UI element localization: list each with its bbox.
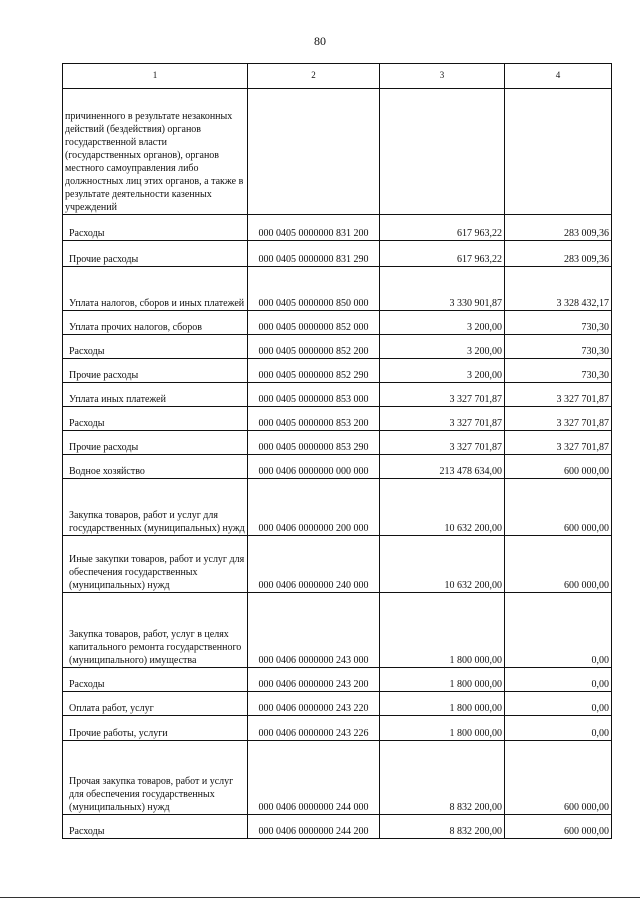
table-row <box>63 383 612 407</box>
row-value-col4-cell: 3 327 701,87 <box>505 383 612 407</box>
row-name-cell: причиненного в результате незаконных действий (бездействия) органов государственной власти (государственных органов), органов местного самоуправления либо должностных лиц этих органов, а также в результате деятельности казенных учреждений <box>63 89 248 215</box>
budget-table <box>62 63 612 839</box>
row-code-cell: 000 0405 0000000 853 200 <box>248 407 380 431</box>
row-name-cell: Закупка товаров, работ, услуг в целях капитального ремонта государственного (муниципального) имущества <box>63 593 248 668</box>
row-code-cell: 000 0405 0000000 852 200 <box>248 335 380 359</box>
table-row <box>63 431 612 455</box>
row-code-cell: 000 0406 0000000 240 000 <box>248 536 380 593</box>
table-row <box>63 89 612 215</box>
table-row <box>63 267 612 311</box>
column-header: 2 <box>248 64 380 89</box>
table-row <box>63 692 612 716</box>
row-value-col4-cell: 3 328 432,17 <box>505 267 612 311</box>
row-value-col4-cell: 3 327 701,87 <box>505 431 612 455</box>
footer-rule <box>0 897 640 898</box>
row-name-cell: Уплата прочих налогов, сборов <box>63 311 248 335</box>
row-value-col4-cell: 0,00 <box>505 716 612 741</box>
row-value-col4-cell: 600 000,00 <box>505 536 612 593</box>
row-code-cell: 000 0405 0000000 852 290 <box>248 359 380 383</box>
column-header: 4 <box>505 64 612 89</box>
row-value-col4-cell: 730,30 <box>505 311 612 335</box>
table-row <box>63 215 612 241</box>
table-row <box>63 455 612 479</box>
row-name-cell: Прочие расходы <box>63 359 248 383</box>
row-value-col3-cell <box>380 89 505 215</box>
row-code-cell: 000 0406 0000000 243 220 <box>248 692 380 716</box>
table-row <box>63 536 612 593</box>
row-value-col4-cell: 3 327 701,87 <box>505 407 612 431</box>
row-name-cell: Водное хозяйство <box>63 455 248 479</box>
table-row <box>63 241 612 267</box>
row-code-cell: 000 0406 0000000 200 000 <box>248 479 380 536</box>
row-name-cell: Закупка товаров, работ и услуг для государственных (муниципальных) нужд <box>63 479 248 536</box>
row-name-cell: Прочие расходы <box>63 431 248 455</box>
row-value-col3-cell: 3 200,00 <box>380 359 505 383</box>
row-name-cell: Оплата работ, услуг <box>63 692 248 716</box>
row-name-cell: Расходы <box>63 815 248 839</box>
table-row <box>63 479 612 536</box>
row-value-col3-cell: 8 832 200,00 <box>380 741 505 815</box>
row-code-cell: 000 0406 0000000 000 000 <box>248 455 380 479</box>
column-header: 1 <box>63 64 248 89</box>
row-code-cell: 000 0405 0000000 831 200 <box>248 215 380 241</box>
table-header-row <box>63 64 612 89</box>
row-value-col4-cell: 0,00 <box>505 692 612 716</box>
table-row <box>63 741 612 815</box>
row-value-col4-cell: 283 009,36 <box>505 241 612 267</box>
row-name-cell: Иные закупки товаров, работ и услуг для обеспечения государственных (муниципальных) нужд <box>63 536 248 593</box>
row-value-col4-cell <box>505 89 612 215</box>
row-value-col3-cell: 1 800 000,00 <box>380 668 505 692</box>
row-code-cell <box>248 89 380 215</box>
table-row <box>63 668 612 692</box>
row-value-col3-cell: 3 327 701,87 <box>380 407 505 431</box>
row-value-col4-cell: 600 000,00 <box>505 741 612 815</box>
row-value-col3-cell: 3 327 701,87 <box>380 383 505 407</box>
row-code-cell: 000 0405 0000000 853 000 <box>248 383 380 407</box>
row-value-col3-cell: 3 200,00 <box>380 335 505 359</box>
table-row <box>63 815 612 839</box>
row-value-col4-cell: 0,00 <box>505 668 612 692</box>
row-code-cell: 000 0405 0000000 852 000 <box>248 311 380 335</box>
table-row <box>63 407 612 431</box>
column-header: 3 <box>380 64 505 89</box>
budget-table-body <box>63 64 612 839</box>
row-code-cell: 000 0406 0000000 243 226 <box>248 716 380 741</box>
table-row <box>63 593 612 668</box>
row-code-cell: 000 0406 0000000 243 200 <box>248 668 380 692</box>
row-value-col4-cell: 730,30 <box>505 335 612 359</box>
row-name-cell: Прочие работы, услуги <box>63 716 248 741</box>
row-code-cell: 000 0406 0000000 244 000 <box>248 741 380 815</box>
row-value-col3-cell: 213 478 634,00 <box>380 455 505 479</box>
row-value-col3-cell: 3 327 701,87 <box>380 431 505 455</box>
row-value-col3-cell: 10 632 200,00 <box>380 536 505 593</box>
row-code-cell: 000 0406 0000000 244 200 <box>248 815 380 839</box>
row-value-col4-cell: 0,00 <box>505 593 612 668</box>
table-row <box>63 311 612 335</box>
row-code-cell: 000 0405 0000000 831 290 <box>248 241 380 267</box>
row-value-col3-cell: 1 800 000,00 <box>380 716 505 741</box>
row-name-cell: Прочая закупка товаров, работ и услуг для обеспечения государственных (муниципальных) нужд <box>63 741 248 815</box>
row-value-col4-cell: 600 000,00 <box>505 455 612 479</box>
row-value-col4-cell: 600 000,00 <box>505 815 612 839</box>
row-name-cell: Прочие расходы <box>63 241 248 267</box>
row-value-col4-cell: 283 009,36 <box>505 215 612 241</box>
row-value-col3-cell: 3 200,00 <box>380 311 505 335</box>
row-value-col4-cell: 600 000,00 <box>505 479 612 536</box>
row-value-col3-cell: 1 800 000,00 <box>380 593 505 668</box>
page-number: 80 <box>314 34 326 48</box>
row-value-col3-cell: 617 963,22 <box>380 215 505 241</box>
row-value-col3-cell: 10 632 200,00 <box>380 479 505 536</box>
row-value-col3-cell: 1 800 000,00 <box>380 692 505 716</box>
row-name-cell: Расходы <box>63 335 248 359</box>
row-name-cell: Расходы <box>63 407 248 431</box>
row-name-cell: Уплата иных платежей <box>63 383 248 407</box>
row-name-cell: Уплата налогов, сборов и иных платежей <box>63 267 248 311</box>
row-value-col3-cell: 617 963,22 <box>380 241 505 267</box>
row-name-cell: Расходы <box>63 668 248 692</box>
table-row <box>63 716 612 741</box>
table-row <box>63 335 612 359</box>
table-row <box>63 359 612 383</box>
row-name-cell: Расходы <box>63 215 248 241</box>
row-value-col3-cell: 3 330 901,87 <box>380 267 505 311</box>
row-code-cell: 000 0406 0000000 243 000 <box>248 593 380 668</box>
row-value-col4-cell: 730,30 <box>505 359 612 383</box>
row-code-cell: 000 0405 0000000 850 000 <box>248 267 380 311</box>
row-value-col3-cell: 8 832 200,00 <box>380 815 505 839</box>
row-code-cell: 000 0405 0000000 853 290 <box>248 431 380 455</box>
